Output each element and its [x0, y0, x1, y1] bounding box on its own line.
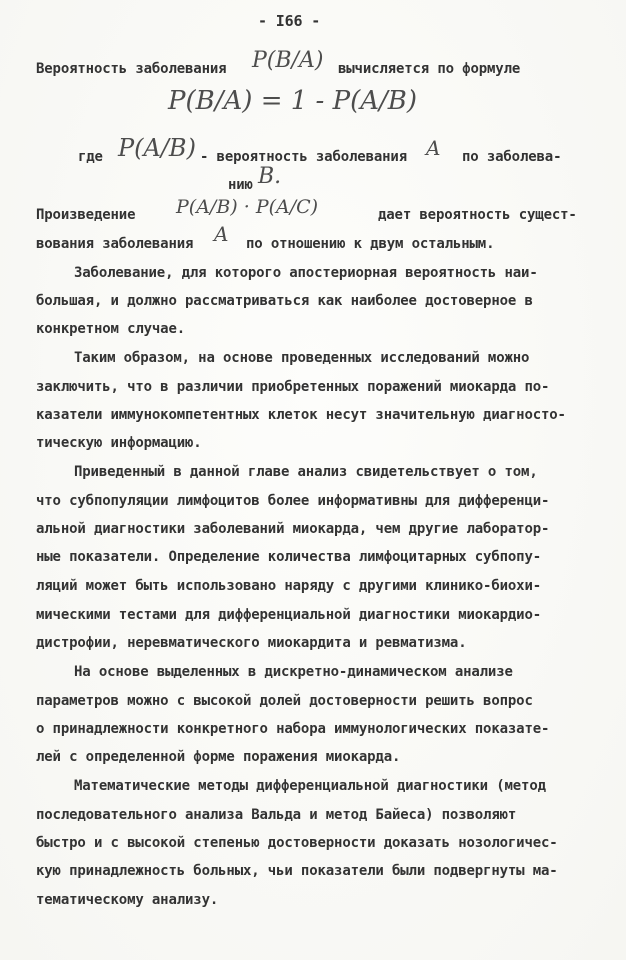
- text-product: Произведение: [36, 207, 136, 223]
- paragraph-4-line-2: параметров можно с высокой долей достоверности решить вопрос: [36, 693, 533, 709]
- paragraph-5-line-1: Математические методы дифференциальной диагностики (метод: [74, 778, 546, 794]
- handwritten-a-2: A: [214, 222, 229, 246]
- paragraph-3-line-5: ляций может быть использовано наряду с другими клинико-биохи-: [36, 578, 542, 594]
- paragraph-1-line-2: большая, и должно рассматриваться как наиболее достоверное в: [36, 293, 533, 309]
- handwritten-b: B.: [258, 164, 282, 189]
- text-line-1-end: вычисляется по формуле: [338, 61, 521, 77]
- paragraph-3-line-7: дистрофии, неревматического миокардита и ревматизма.: [36, 635, 467, 651]
- paragraph-3-line-2: что субпопуляции лимфоцитов более информативны для дифференци-: [36, 493, 550, 509]
- paragraph-2-line-2: заключить, что в различии приобретенных поражений миокарда по-: [36, 379, 550, 395]
- text-product-line2-end: по отношению к двум остальным.: [246, 236, 495, 252]
- handwritten-p-b-a: P(B/A): [252, 48, 324, 73]
- paragraph-2-line-3: казатели иммунокомпетентных клеток несут значительную диагносто-: [36, 407, 566, 423]
- paragraph-5-line-3: быстро и с высокой степенью достоверности доказать нозологичес-: [36, 835, 558, 851]
- text-where-end: по заболева-: [462, 149, 562, 165]
- page-number: - I66 -: [258, 12, 321, 30]
- paragraph-3-line-6: мическими тестами для дифференциальной диагностики миокардио-: [36, 607, 542, 623]
- handwritten-p-a-b: P(A/B): [118, 134, 196, 162]
- handwritten-a: A: [426, 136, 441, 160]
- text-where-line2: нию: [228, 177, 253, 193]
- paragraph-2-line-4: тическую информацию.: [36, 435, 202, 451]
- paragraph-1-line-1: Заболевание, для которого апостериорная вероятность наи-: [74, 265, 538, 281]
- paragraph-5-line-2: последовательного анализа Вальда и метод Байеса) позволяют: [36, 807, 517, 823]
- paragraph-2-line-1: Таким образом, на основе проведенных исследований можно: [74, 350, 530, 366]
- paragraph-5-line-4: кую принадлежность больных, чьи показатели были подвергнуты ма-: [36, 863, 558, 879]
- paragraph-4-line-3: о принадлежности конкретного набора иммунологических показате-: [36, 721, 550, 737]
- paragraph-5-line-5: тематическому анализу.: [36, 892, 219, 908]
- paragraph-1-line-3: конкретном случае.: [36, 321, 186, 337]
- text-where-middle: - вероятность заболевания: [200, 149, 407, 165]
- paragraph-3-line-3: альной диагностики заболеваний миокарда, чем другие лаборатор-: [36, 521, 550, 537]
- handwritten-formula: P(B/A) = 1 - P(A/B): [168, 86, 418, 116]
- text-product-end: дает вероятность сущест-: [378, 207, 577, 223]
- text-where: где: [78, 149, 103, 165]
- paragraph-4-line-1: На основе выделенных в дискретно-динамическом анализе: [74, 664, 513, 680]
- text-line-1-start: Вероятность заболевания: [36, 61, 227, 77]
- paragraph-3-line-1: Приведенный в данной главе анализ свидетельствует о том,: [74, 464, 538, 480]
- text-product-line2-start: вования заболевания: [36, 236, 194, 252]
- handwritten-product: P(A/B) · P(A/C): [176, 196, 319, 218]
- paragraph-3-line-4: ные показатели. Определение количества лимфоцитарных субпопу-: [36, 549, 542, 565]
- paragraph-4-line-4: лей с определенной форме поражения миокарда.: [36, 749, 401, 765]
